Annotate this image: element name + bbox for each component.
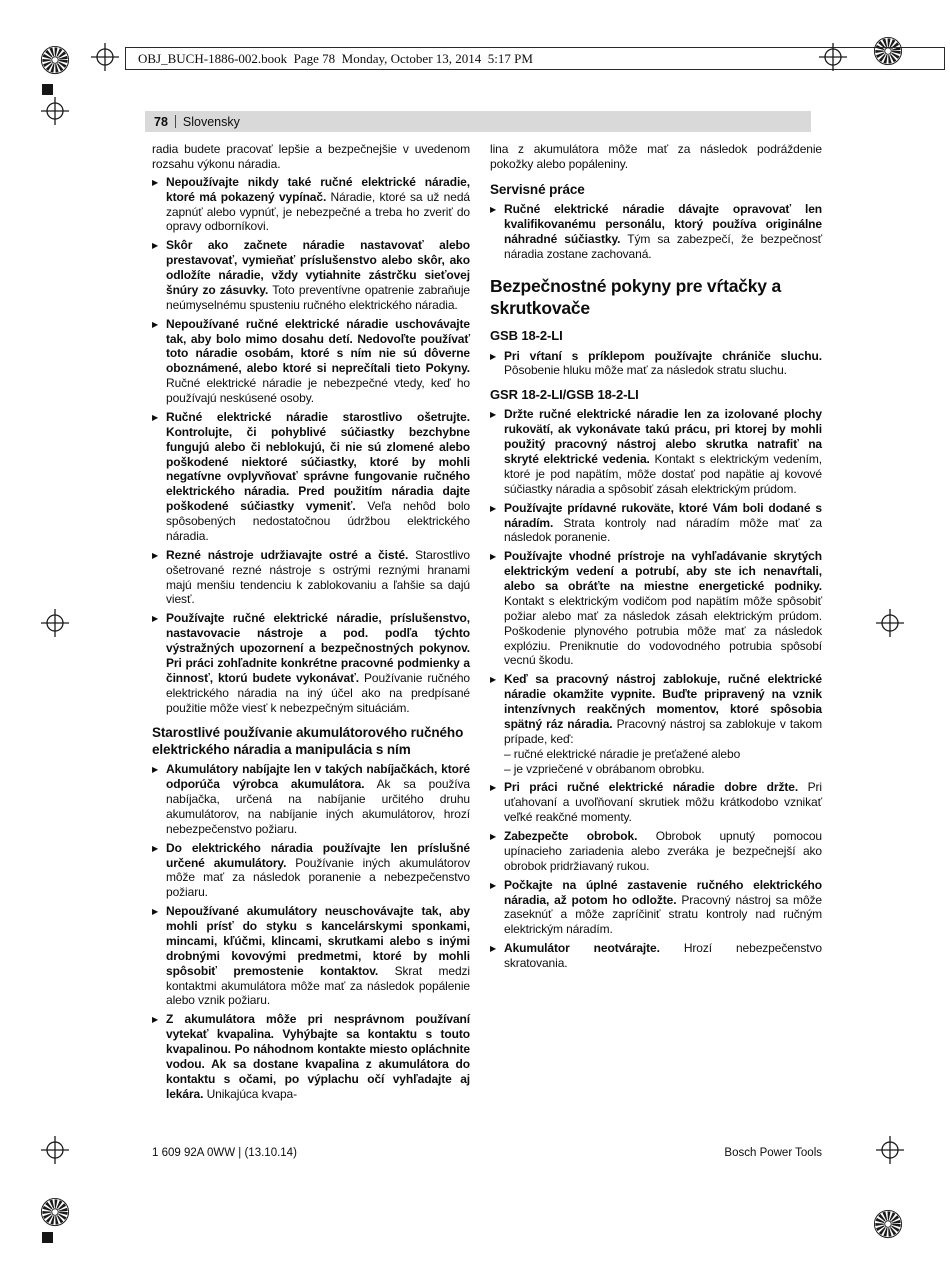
crosshair-icon xyxy=(818,42,848,72)
band-divider xyxy=(175,115,176,128)
bullet-text xyxy=(166,175,470,235)
bullet-rest: Ak sa používa nabíjačka, určená na nabíjanie určitého druhu akumulátorov, na nabíjanie iných akumulátorov, hrozí nebezpečenstvo požiaru. xyxy=(166,777,470,836)
bullet-text xyxy=(166,410,470,544)
crosshair-icon xyxy=(90,42,120,72)
bullet-rest: Kontakt s elektrickým vedením, ktoré je pod napätím, môže dostať pod napätie aj kovové súčiastky náradia a spôsobiť zásah elektrickým prúdom. xyxy=(504,452,822,496)
bullet-lead: Ručné elektrické náradie starostlivo ošetrujte. Kontrolujte, či pohyblivé súčiastky bezchybne fungujú alebo či neblokujú, či nie sú zlomené alebo poškodené niektoré súčiastky, ktoré by mohli negatívne ovplyvňovať správne fungovanie ručného elektrického náradia. Pred použitím náradia dajte poškodené súčiastky vymeniť. xyxy=(166,409,470,514)
bullet-text xyxy=(504,878,822,938)
bullet-text xyxy=(504,941,822,971)
bullet-lead: Zabezpečte obrobok. xyxy=(504,829,638,844)
bullet-lead: Akumulátory nabíjajte len v takých nabíjačkách, ktoré odporúča výrobca akumulátora. xyxy=(166,762,470,792)
bullet-rest: Používanie iných akumulátorov môže mať za následok poranenie a nebezpečenstvo požiaru. xyxy=(166,855,470,900)
crosshair-icon xyxy=(40,96,70,126)
bullet-text xyxy=(166,762,470,836)
bullet-rest: Pôsobenie hluku môže mať za následok stratu sluchu. xyxy=(504,363,787,378)
bullet-lead: Skôr ako začnete náradie nastavovať alebo prestavovať, vymieňať príslušenstvo alebo skôr, ako odložíte náradie, vždy vytiahnite zástrčku sieťovej šnúry zo zásuvky. xyxy=(166,238,470,297)
bullet-lead: Používajte prídavné rukoväte, ktoré Vám boli dodané s náradím. xyxy=(504,500,822,530)
bullet-text xyxy=(166,317,470,406)
bullet-rest: Náradie, ktoré sa už nedá zapnúť alebo vypnúť, je nebezpečné a treba ho zveriť do opravy odborníkovi. xyxy=(166,189,470,234)
bullet-item xyxy=(490,202,822,262)
bullet-rest: Pracovný nástroj sa zablokuje v takom prípade, keď: xyxy=(504,716,823,746)
bullet-triangle-icon: ▶ xyxy=(152,765,159,775)
bullet-triangle-icon: ▶ xyxy=(490,351,497,361)
bullet-triangle-icon: ▶ xyxy=(490,832,497,842)
bullet-rest: Toto preventívne opatrenie zabraňuje neúmyselnému spusteniu ručného elektrického náradia. xyxy=(166,282,470,312)
bullet-lead: Nepoužívajte nikdy také ručné elektrické náradie, ktoré má pokazený vypínač. xyxy=(166,174,470,204)
paragraph: lina z akumulátora môže mať za následok podráždenie pokožky alebo popáleniny. xyxy=(490,142,822,171)
page-footer xyxy=(152,1147,822,1159)
crosshair-icon xyxy=(875,608,905,638)
bullet-item xyxy=(152,904,470,1008)
registration-target-icon xyxy=(873,1209,903,1239)
left-column xyxy=(152,142,470,1106)
bullet-rest: Používanie ručného elektrického náradia na iný účel ako na predpísané použitie môže viesť k nebezpečným situáciám. xyxy=(166,670,470,715)
bullet-item xyxy=(490,672,822,776)
footer-part-number: 1 609 92A 0WW | (13.10.14) xyxy=(152,1147,297,1159)
bullet-text xyxy=(166,841,470,901)
bullet-item xyxy=(152,317,470,406)
bullet-rest: Veľa nehôd bolo spôsobených nedostatočnou údržbou elektrického náradia. xyxy=(166,499,470,543)
crosshair-icon xyxy=(40,1135,70,1165)
bullet-text xyxy=(504,672,822,776)
bullet-rest: Strata kontroly nad náradím môže mať za následok poranenie. xyxy=(504,515,822,545)
bullet-triangle-icon: ▶ xyxy=(490,783,497,793)
bullet-triangle-icon: ▶ xyxy=(490,552,497,562)
bullet-text xyxy=(166,548,470,608)
bullet-rest: Ručné elektrické náradie je nebezpečné vtedy, keď ho používajú neskúsené osoby. xyxy=(166,376,470,405)
bullet-item xyxy=(490,878,822,938)
bullet-lead: Nepoužívané ručné elektrické náradie uschovávajte tak, aby bolo mimo dosahu detí. Nedovoľte používať toto náradie osobám, ktoré s ním nie sú dôverne oboznámené, alebo ktoré si neprečítali tieto Pokyny. xyxy=(166,316,470,376)
bullet-rest: Pri uťahovaní a uvoľňovaní skrutiek môžu krátkodobo vznikať veľké reakčné momenty. xyxy=(504,780,822,825)
bullet-item xyxy=(490,349,822,379)
bullet-text xyxy=(504,501,822,546)
bullet-item xyxy=(490,780,822,825)
bullet-lead: Počkajte na úplné zastavenie ručného elektrického náradia, až potom ho odložte. xyxy=(504,877,822,907)
bullet-lead: Nepoužívané akumulátory neuschovávajte tak, aby mohli prísť do styku s kancelárskymi sponkami, mincami, kľúčmi, klincami, skrutkami alebo s inými drobnými kovovými predmetmi, ktoré by mohli spôsobiť premostenie kontaktov. xyxy=(166,904,470,978)
bullet-item xyxy=(152,175,470,235)
bullet-text xyxy=(504,202,822,262)
bullet-item xyxy=(152,410,470,544)
bullet-triangle-icon: ▶ xyxy=(152,550,159,560)
bullet-triangle-icon: ▶ xyxy=(152,412,159,422)
right-column xyxy=(490,142,822,975)
bullet-text xyxy=(166,611,470,715)
bullet-lead: Keď sa pracovný nástroj zablokuje, ručné elektrické náradie okamžite vypnite. Buďte pripravený na vznik intenzívnych reakčných momentov, ktoré spôsobia spätný ráz náradia. xyxy=(504,672,822,731)
bullet-triangle-icon: ▶ xyxy=(490,503,497,513)
bullet-text xyxy=(166,1012,470,1101)
subsection-heading: Servisné práce xyxy=(490,181,585,197)
bullet-lead: Z akumulátora môže pri nesprávnom používaní vytekať kvapalina. Vyhýbajte sa kontaktu s touto kvapalinou. Po náhodnom kontakte miesto opláchnite vodou. Ak sa dostane kvapalina z akumulátora do kontaktu s očami, po výplachu očí vyhľadajte aj lekára. xyxy=(166,1012,470,1101)
bullet-triangle-icon: ▶ xyxy=(490,880,497,890)
bullet-triangle-icon: ▶ xyxy=(490,944,497,954)
bullet-lead: Držte ručné elektrické náradie len za izolované plochy rukovätí, ak vykonávate takú prácu, pri ktorej by mohli použitý pracovný nástroj alebo skrutka natrafiť na skryté elektrické vedenia. xyxy=(504,407,822,467)
crosshair-icon xyxy=(40,608,70,638)
bullet-lead: Akumulátor neotvárajte. xyxy=(504,941,660,956)
paragraph: radia budete pracovať lepšie a bezpečnejšie v uvedenom rozsahu výkonu náradia. xyxy=(152,142,470,171)
bullet-rest: Starostlivo ošetrované rezné nástroje s ostrými reznými hranami majú menšiu tendenciu k zablokovaniu a ľahšie sa dajú viesť. xyxy=(166,547,470,607)
bullet-text xyxy=(504,407,822,496)
bullet-triangle-icon: ▶ xyxy=(490,205,497,215)
bullet-lead: Pri práci ručné elektrické náradie dobre držte. xyxy=(504,780,799,795)
bullet-triangle-icon: ▶ xyxy=(152,1015,159,1025)
bullet-text xyxy=(504,829,822,874)
bullet-text xyxy=(504,349,822,379)
print-square-icon xyxy=(42,1232,53,1243)
registration-target-icon xyxy=(40,45,70,75)
bullet-item xyxy=(152,238,470,312)
bullet-rest: Hrozí nebezpečenstvo skratovania. xyxy=(504,941,822,971)
bullet-item xyxy=(152,548,470,608)
bullet-rest: Pracovný nástroj sa môže zaseknúť a môže zapríčiniť stratu kontroly nad ručným elektrickým náradím. xyxy=(504,892,822,937)
bullet-rest: Skrat medzi kontaktmi akumulátora môže mať za následok popálenie alebo vznik požiaru. xyxy=(166,963,470,1008)
bullet-item xyxy=(490,829,822,874)
bullet-lead: Ručné elektrické náradie dávajte opravovať len kvalifikovanému personálu, ktorý používa originálne náhradné súčiastky. xyxy=(504,202,822,246)
bullet-lead: Používajte ručné elektrické náradie, príslušenstvo, nastavovacie nástroje a pod. podľa týchto výstražných upozornení a bezpečnostných pokynov. Pri práci zohľadnite konkrétne pracovné podmienky a činnosť, ktorú budete vykonávať. xyxy=(166,611,470,685)
crosshair-icon xyxy=(875,1135,905,1165)
bullet-text xyxy=(504,549,822,668)
bullet-lead: Do elektrického náradia používajte len príslušné určené akumulátory. xyxy=(166,840,470,870)
bullet-lead: Používajte vhodné prístroje na vyhľadávanie skrytých elektrickým vedení a potrubí, aby ste ich nenavŕtali, alebo sa obráťte na miestne energetické podniky. xyxy=(504,549,822,594)
bullet-item xyxy=(152,1012,470,1101)
page-number: 78 xyxy=(154,114,168,129)
bullet-triangle-icon: ▶ xyxy=(152,907,159,917)
bullet-rest: Obrobok upnutý pomocou upínacieho zariadenia alebo zveráka je bezpečnejší ako obrobok pridržiavaný rukou. xyxy=(504,829,822,873)
bullet-triangle-icon: ▶ xyxy=(152,241,159,251)
bullet-rest: Tým sa zabezpečí, že bezpečnosť náradia zostane zachovaná. xyxy=(504,231,823,261)
bullet-subline: – ručné elektrické náradie je preťažené alebo xyxy=(504,746,741,761)
bullet-triangle-icon: ▶ xyxy=(152,177,159,187)
bullet-item xyxy=(152,611,470,715)
bullet-item xyxy=(152,841,470,901)
section-title: Bezpečnostné pokyny pre vŕtačky a skrutkovače xyxy=(490,275,782,318)
registration-target-icon xyxy=(40,1197,70,1227)
bullet-rest: Unikajúca kvapa- xyxy=(203,1086,298,1101)
bullet-triangle-icon: ▶ xyxy=(152,319,159,329)
registration-target-icon xyxy=(873,36,903,66)
bullet-subline: – je vzpriečené v obrábanom obrobku. xyxy=(504,761,705,776)
page-language: Slovensky xyxy=(182,114,240,129)
print-square-icon xyxy=(42,84,53,95)
subsection-heading: Starostlivé používanie akumulátorového ručného elektrického náradia a manipulácia s ním xyxy=(152,725,464,757)
bullet-triangle-icon: ▶ xyxy=(490,675,497,685)
model-heading: GSR 18-2-LI/GSB 18-2-LI xyxy=(490,387,639,403)
bullet-item xyxy=(490,549,822,668)
bullet-item xyxy=(490,501,822,546)
page-header-band xyxy=(145,111,811,132)
bullet-lead: Rezné nástroje udržiavajte ostré a čisté. xyxy=(166,547,409,562)
bullet-item xyxy=(490,407,822,496)
model-heading: GSB 18-2-LI xyxy=(490,328,563,344)
footer-brand: Bosch Power Tools xyxy=(724,1147,822,1159)
bullet-item xyxy=(152,762,470,836)
bullet-item xyxy=(490,941,822,971)
bullet-rest: Kontakt s elektrickým vodičom pod napätím môže spôsobiť požiar alebo mať za následok zásah elektrickým prúdom. Poškodenie plynového potrubia môže mať za následok explóziu. Preniknutie do vodovodného potrubia spôsobí vecnú škodu. xyxy=(504,593,822,668)
bullet-triangle-icon: ▶ xyxy=(490,410,497,420)
bullet-triangle-icon: ▶ xyxy=(152,843,159,853)
bullet-text xyxy=(504,780,822,825)
banner-text: OBJ_BUCH-1886-002.book Page 78 Monday, October 13, 2014 5:17 PM xyxy=(138,50,533,66)
bullet-text xyxy=(166,238,470,312)
bullet-text xyxy=(166,904,470,1008)
bullet-triangle-icon: ▶ xyxy=(152,614,159,624)
bullet-lead: Pri vŕtaní s príklepom používajte chrániče sluchu. xyxy=(504,348,822,363)
